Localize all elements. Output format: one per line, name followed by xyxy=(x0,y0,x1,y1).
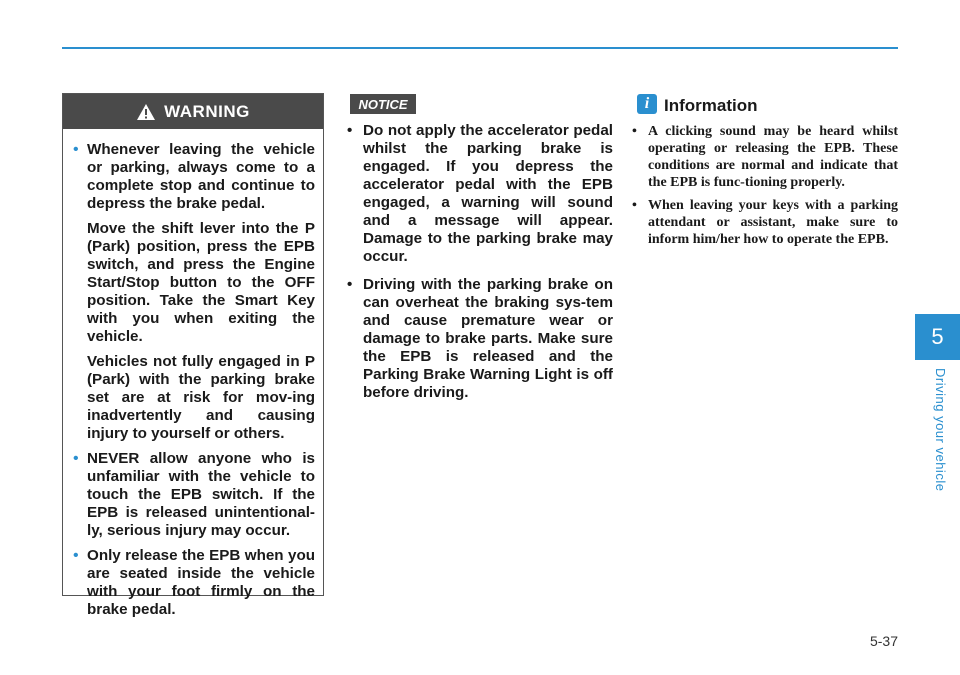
bullet-icon: • xyxy=(73,547,79,564)
bullet-icon: • xyxy=(347,276,353,293)
notice-badge: NOTICE xyxy=(350,94,416,114)
info-title: Information xyxy=(664,96,758,115)
warning-triangle-icon xyxy=(136,103,156,121)
info-text: A clicking sound may be heard whilst operating or releasing the EPB. These conditions are normal and indicate that the EPB is func-tioning properly. xyxy=(648,124,898,190)
page-number: 5-37 xyxy=(869,633,898,649)
bullet-icon: • xyxy=(73,141,79,158)
bullet-icon: • xyxy=(347,122,353,139)
information-section xyxy=(632,123,898,254)
warning-title: WARNING xyxy=(164,101,250,121)
bullet-icon: • xyxy=(73,450,79,467)
info-text: When leaving your keys with a parking attendant or assistant, make sure to inform him/her how to operate the EPB. xyxy=(648,198,898,247)
warning-text: Whenever leaving the vehicle or parking, always come to a complete stop and continue to depress the brake pedal. xyxy=(87,141,315,212)
warning-body xyxy=(63,129,323,619)
info-item xyxy=(632,123,898,191)
warning-item xyxy=(73,450,315,540)
bullet-icon: • xyxy=(632,198,637,213)
top-rule xyxy=(62,47,898,49)
bullet-icon: • xyxy=(632,124,637,139)
warning-text: Move the shift lever into the P (Park) position, press the EPB switch, and press the Engine Start/Stop button to the OFF position. Take the Smart Key with you when exiting the vehicle. xyxy=(87,220,315,345)
warning-text: Only release the EPB when you are seated inside the vehicle with your foot firmly on the brake pedal. xyxy=(87,547,315,618)
notice-text: Driving with the parking brake on can overheat the braking sys-tem and cause premature wear or damage to brake parts. Make sure the EPB is released and the Parking Brake Warning Light is off before driving. xyxy=(363,276,613,401)
chapter-tab[interactable]: 5 xyxy=(915,314,960,360)
notice-section xyxy=(347,122,613,412)
warning-text: Vehicles not fully engaged in P (Park) with the parking brake set are at risk for mov-ing inadvertently and causing injury to yourself or others. xyxy=(87,353,315,442)
chapter-label: Driving your vehicle xyxy=(933,368,948,492)
info-icon: i xyxy=(637,94,657,114)
warning-item xyxy=(73,141,315,443)
notice-item xyxy=(347,276,613,402)
warning-header xyxy=(63,94,323,129)
info-item xyxy=(632,197,898,248)
notice-text: Do not apply the accelerator pedal whilst the parking brake is engaged. If you depress the accelerator pedal with the EPB engaged, a warning will sound and a message will appear. Damage to the parking brake may occur. xyxy=(363,122,613,265)
warning-box xyxy=(62,93,324,618)
warning-item xyxy=(73,547,315,619)
notice-item xyxy=(347,122,613,266)
warning-text: NEVER allow anyone who is unfamiliar with the vehicle to touch the EPB switch. If the EPB is released unintentional-ly, serious injury may occur. xyxy=(87,450,315,539)
